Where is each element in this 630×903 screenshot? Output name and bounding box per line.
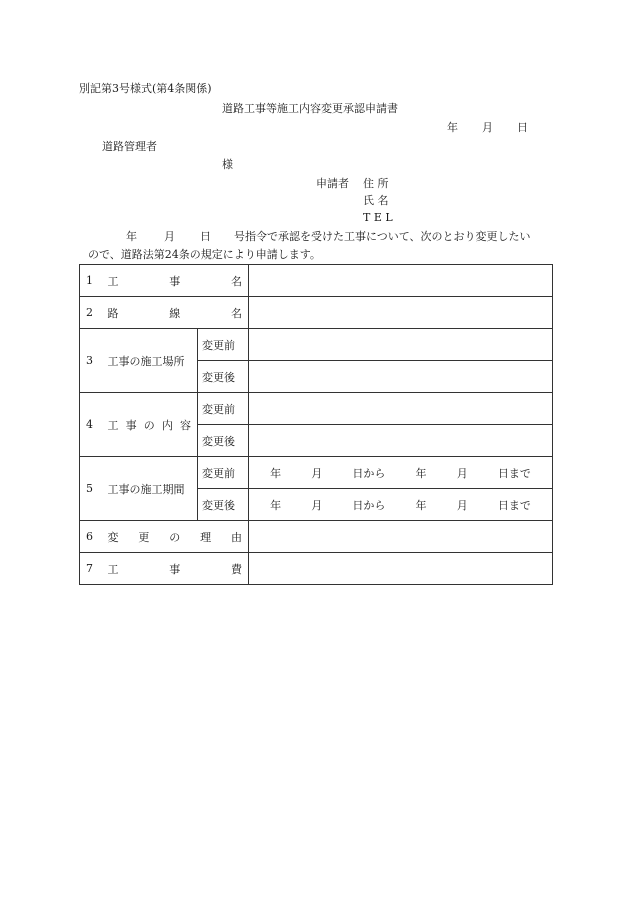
period-month: 月 — [456, 498, 468, 512]
honorific: 様 — [222, 158, 233, 171]
period-month: 月 — [311, 466, 323, 480]
construction-cost-label — [102, 553, 249, 585]
period-month: 月 — [456, 466, 468, 480]
body-day: 日 — [200, 230, 211, 243]
label-char: 工 — [107, 418, 119, 432]
location-after-field[interactable] — [249, 361, 553, 393]
before-change-label: 変更前 — [198, 457, 249, 489]
period-year: 年 — [415, 498, 427, 512]
label-char: 事 — [125, 418, 137, 432]
location-before-field[interactable] — [249, 329, 553, 361]
table-row — [80, 297, 553, 329]
route-name-label — [102, 297, 249, 329]
label-char: 変 — [107, 530, 119, 544]
name-label: 氏 名 — [363, 194, 389, 207]
change-reason-label — [102, 521, 249, 553]
period-month: 月 — [311, 498, 323, 512]
label-char: 更 — [138, 530, 150, 544]
after-change-label: 変更後 — [198, 425, 249, 457]
form-title: 道路工事等施工内容変更承認申請書 — [222, 102, 398, 115]
row-number: 2 — [80, 297, 102, 329]
construction-cost-field[interactable] — [249, 553, 553, 585]
date-year-label: 年 — [447, 121, 458, 134]
row-number: 1 — [80, 265, 102, 297]
content-before-field[interactable] — [249, 393, 553, 425]
construction-name-label — [102, 265, 249, 297]
table-row — [80, 553, 553, 585]
period-until: 日まで — [497, 466, 531, 480]
body-month: 月 — [164, 230, 175, 243]
label-char: 費 — [231, 562, 242, 576]
table-row — [80, 265, 553, 297]
construction-name-field[interactable] — [249, 265, 553, 297]
body-line-1: 号指令で承認を受けた工事について、次のとおり変更したい — [234, 230, 531, 243]
applicant-label: 申請者 — [316, 177, 349, 190]
period-year: 年 — [270, 498, 282, 512]
construction-period-label: 工事の施工期間 — [102, 457, 198, 521]
row-number: 6 — [80, 521, 102, 553]
label-char: 理 — [200, 530, 212, 544]
row-number: 3 — [80, 329, 102, 393]
date-month-label: 月 — [482, 121, 493, 134]
label-char: 内 — [161, 418, 173, 432]
label-char: 路 — [107, 306, 119, 320]
label-char: 由 — [231, 530, 242, 544]
period-year: 年 — [415, 466, 427, 480]
table-row — [80, 521, 553, 553]
addressee: 道路管理者 — [102, 140, 157, 153]
before-change-label: 変更前 — [198, 329, 249, 361]
change-details-table — [79, 264, 553, 585]
construction-location-label: 工事の施工場所 — [102, 329, 198, 393]
table-row — [80, 393, 553, 425]
label-char: 線 — [169, 306, 181, 320]
form-number: 別記第3号様式(第4条関係) — [79, 82, 212, 95]
tel-label: T E L — [363, 211, 393, 224]
row-number: 7 — [80, 553, 102, 585]
body-year: 年 — [126, 230, 137, 243]
label-char: 工 — [107, 562, 119, 576]
label-char: 工 — [107, 274, 119, 288]
label-char: 容 — [180, 418, 191, 432]
label-char: 名 — [231, 306, 242, 320]
after-change-label: 変更後 — [198, 361, 249, 393]
date-day-label: 日 — [517, 121, 528, 134]
row-number: 4 — [80, 393, 102, 457]
table-row — [80, 329, 553, 361]
route-name-field[interactable] — [249, 297, 553, 329]
label-char: 事 — [169, 274, 181, 288]
period-after-field[interactable] — [249, 489, 553, 521]
change-reason-field[interactable] — [249, 521, 553, 553]
label-char: 名 — [231, 274, 242, 288]
period-year: 年 — [270, 466, 282, 480]
after-change-label: 変更後 — [198, 489, 249, 521]
period-until: 日まで — [497, 498, 531, 512]
period-from: 日から — [352, 466, 386, 480]
label-char: の — [169, 530, 181, 544]
before-change-label: 変更前 — [198, 393, 249, 425]
address-label: 住 所 — [363, 177, 389, 190]
label-char: の — [143, 418, 155, 432]
body-line-2: ので、道路法第24条の規定により申請します。 — [88, 248, 321, 261]
content-after-field[interactable] — [249, 425, 553, 457]
table-row — [80, 457, 553, 489]
period-before-field[interactable] — [249, 457, 553, 489]
row-number: 5 — [80, 457, 102, 521]
label-char: 事 — [169, 562, 181, 576]
construction-content-label — [102, 393, 198, 457]
period-from: 日から — [352, 498, 386, 512]
